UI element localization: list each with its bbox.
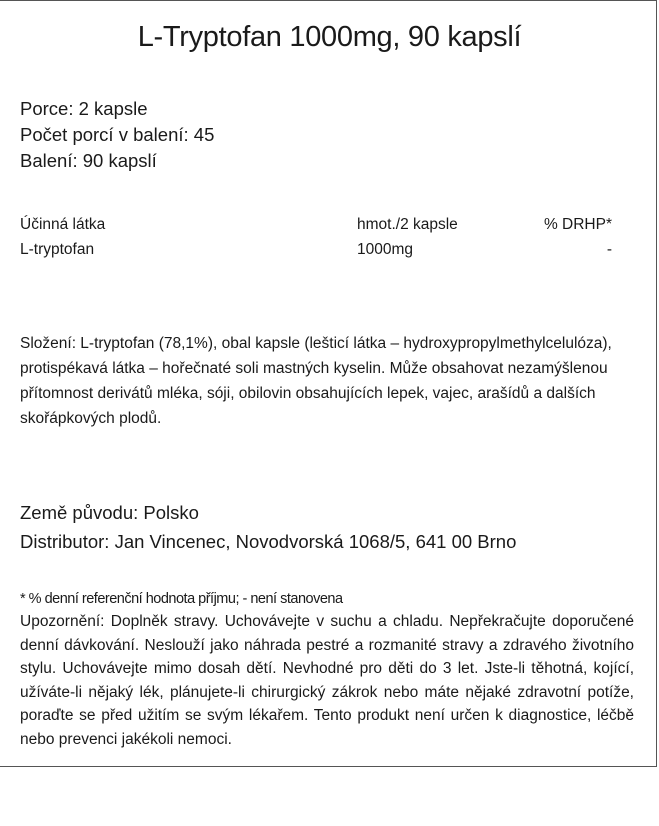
composition-text: Složení: L-tryptofan (78,1%), obal kapsle (lešticí látka – hydroxypropylmethylcelulóza), protispékavá látka – hořečnaté soli mastných kyselin. Může obsahovat nezamýšlenou přítomnost derivátů mléka, sóji, obilovin obsahujících lepek, vajec, arašídů a dalších skořápkových plodů.	[20, 335, 612, 427]
country-of-origin: Země původu: Polsko	[20, 502, 199, 523]
serving-portion: Porce: 2 kapsle	[20, 98, 148, 119]
product-title: L-Tryptofan 1000mg, 90 kapslí	[137, 21, 522, 53]
table-header-drhp: % DRHP*	[543, 216, 612, 233]
table-header-ingredient: Účinná látka	[20, 216, 106, 233]
pack-size: Balení: 90 kapslí	[20, 150, 157, 171]
table-cell-ingredient: L-tryptofan	[20, 241, 95, 258]
drhp-footnote: * % denní referenční hodnota příjmu; - není stanovena	[20, 591, 343, 607]
distributor: Distributor: Jan Vincenec, Novodvorská 1068/5, 641 00 Brno	[20, 531, 517, 552]
table-cell-amount: 1000mg	[357, 241, 414, 258]
warning-text: Upozornění: Doplněk stravy. Uchovávejte v suchu a chladu. Nepřekračujte doporučené denní dávkování. Neslouží jako náhrada pestré a rozmanité stravy a zdravého životního stylu. Uchovávejte mimo dosah dětí. Nevhodné pro děti do 3 let. Jste-li těhotná, kojící, užíváte-li nějaký lék, plánujete-li chirurgický zákrok nebo máte nějaké zdravotní potíže, poraďte se před užitím se svým lékařem. Tento produkt není určen k diagnostice, léčbě nebo prevenci jakékoli nemoci.	[20, 613, 634, 748]
table-header-amount: hmot./2 kapsle	[357, 216, 458, 233]
servings-per-pack: Počet porcí v balení: 45	[20, 124, 215, 145]
table-cell-drhp: -	[606, 241, 612, 258]
origin-info	[20, 498, 516, 556]
serving-info	[20, 96, 214, 174]
